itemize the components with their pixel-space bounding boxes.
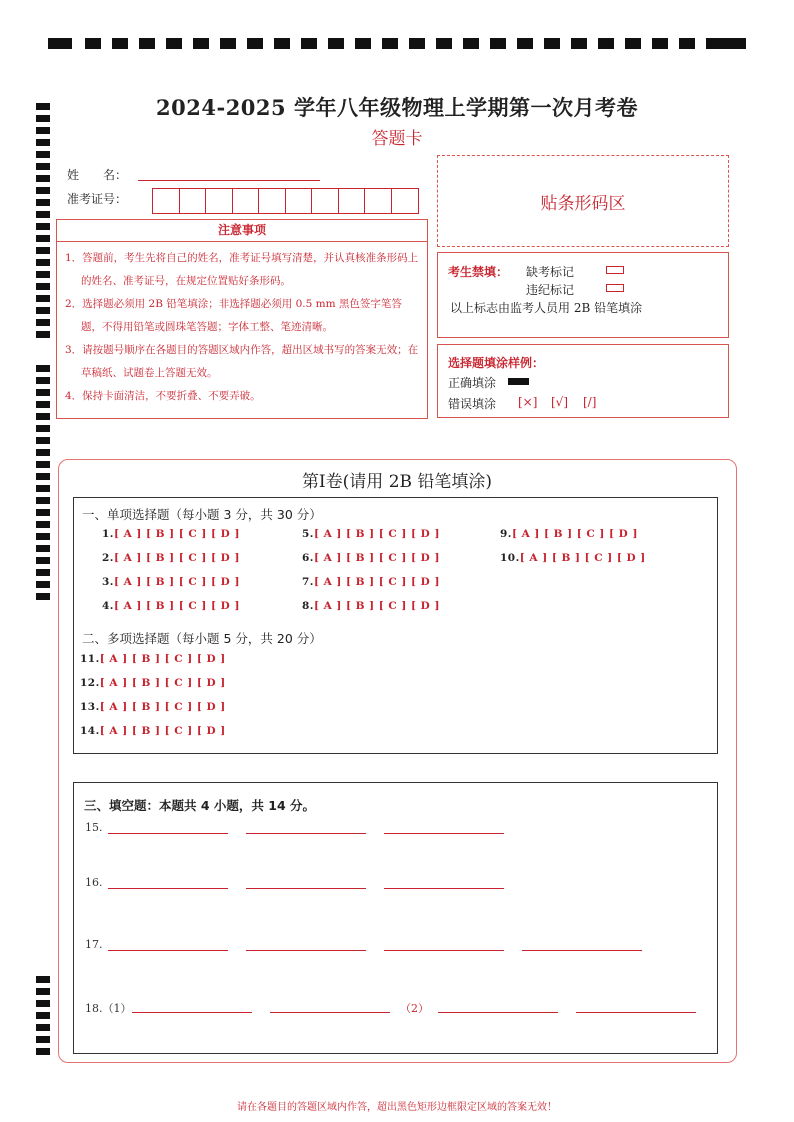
notice-item: 2．选择题必须用 2B 铅笔填涂；非选择题必须用 0.5 mm 黑色签字笔答题，不得用铅笔或圆珠笔答题；字体工整、笔迹清晰。 [65,298,402,333]
violation-mark-box[interactable] [606,284,624,292]
fill-blank-heading: 三、填空题：本题共 4 小题，共 14 分。 [84,798,316,813]
exam-id-boxes[interactable] [152,188,419,214]
question-number: 18.（1） [85,1002,132,1015]
answer-blank[interactable] [108,950,228,951]
examiner-only-box [437,252,729,338]
question-part-label: （2） [400,1002,429,1015]
question-row[interactable]: 10.[ A ] [ B ] [ C ] [ D ] [500,552,646,564]
question-row[interactable]: 3.[ A ] [ B ] [ C ] [ D ] [102,576,240,588]
answer-blank[interactable] [246,833,366,834]
correct-label: 正确填涂 [448,376,497,390]
page-subtitle: 答题卡 [371,129,423,149]
question-number: 16. [85,876,103,889]
answer-blank[interactable] [246,950,366,951]
question-number: 17. [85,938,103,951]
barcode-area [437,155,729,247]
correct-fill-mark [508,378,529,385]
question-row[interactable]: 14.[ A ] [ B ] [ C ] [ D ] [80,725,226,737]
answer-blank[interactable] [522,950,642,951]
ban-note: 以上标志由监考人员用 2B 铅笔填涂 [450,301,643,315]
notice-heading: 注意事项 [57,220,427,242]
answer-blank[interactable] [108,888,228,889]
absent-mark-box[interactable] [606,266,624,274]
answer-blank[interactable] [438,1012,558,1013]
question-row[interactable]: 11.[ A ] [ B ] [ C ] [ D ] [80,653,226,665]
top-timing-marks [48,38,746,50]
notice-item: 3．请按题号顺序在各题目的答题区域内作答，超出区域书写的答案无效；在草稿纸、试题卷上答题无效。 [65,344,419,379]
answer-blank[interactable] [108,833,228,834]
question-row[interactable]: 7.[ A ] [ B ] [ C ] [ D ] [302,576,440,588]
answer-blank[interactable] [132,1012,252,1013]
name-label: 姓 名： [67,168,128,182]
section-one-title: 第Ⅰ卷(请用 2B 铅笔填涂) [301,472,493,492]
question-row[interactable]: 9.[ A ] [ B ] [ C ] [ D ] [500,528,638,540]
answer-blank[interactable] [246,888,366,889]
footer-warning: 请在各题目的答题区域内作答，超出黑色矩形边框限定区域的答案无效！ [237,1102,557,1113]
question-row[interactable]: 2.[ A ] [ B ] [ C ] [ D ] [102,552,240,564]
question-row[interactable]: 13.[ A ] [ B ] [ C ] [ D ] [80,701,226,713]
question-row[interactable]: 6.[ A ] [ B ] [ C ] [ D ] [302,552,440,564]
wrong-mark-slash: [/] [583,395,597,409]
question-row[interactable]: 1.[ A ] [ B ] [ C ] [ D ] [102,528,240,540]
question-row[interactable]: 12.[ A ] [ B ] [ C ] [ D ] [80,677,226,689]
page-title: 2024-2025 学年八年级物理上学期第一次月考卷 [156,95,638,120]
multi-choice-heading: 二、多项选择题（每小题 5 分，共 20 分） [82,631,322,646]
question-row[interactable]: 5.[ A ] [ B ] [ C ] [ D ] [302,528,440,540]
id-label: 准考证号： [67,192,128,206]
answer-blank[interactable] [576,1012,696,1013]
single-choice-heading: 一、单项选择题（每小题 3 分，共 30 分） [82,507,322,522]
question-row[interactable]: 8.[ A ] [ B ] [ C ] [ D ] [302,600,440,612]
wrong-mark-check: [√] [551,395,569,409]
answer-blank[interactable] [270,1012,390,1013]
answer-blank[interactable] [384,888,504,889]
barcode-label: 贴条形码区 [540,193,626,214]
ban-label: 考生禁填： [448,265,509,279]
notice-item: 4．保持卡面清洁，不要折叠、不要弄破。 [65,390,261,402]
fill-sample-box [437,344,729,418]
violation-label: 违纪标记 [526,283,575,297]
wrong-mark-x: [×] [518,395,538,409]
notice-item: 1．答题前，考生先将自己的姓名，准考证号填写清楚，并认真核准条形码上的姓名、准考证号，在规定位置贴好条形码。 [65,252,419,287]
wrong-label: 错误填涂 [448,397,497,411]
question-number: 15. [85,821,103,834]
question-row[interactable]: 4.[ A ] [ B ] [ C ] [ D ] [102,600,240,612]
name-field[interactable] [138,180,320,181]
fill-blank-box [73,782,718,1054]
absent-label: 缺考标记 [526,265,575,279]
notice-box [56,219,428,419]
answer-blank[interactable] [384,833,504,834]
answer-blank[interactable] [384,950,504,951]
sample-heading: 选择题填涂样例： [448,356,545,370]
